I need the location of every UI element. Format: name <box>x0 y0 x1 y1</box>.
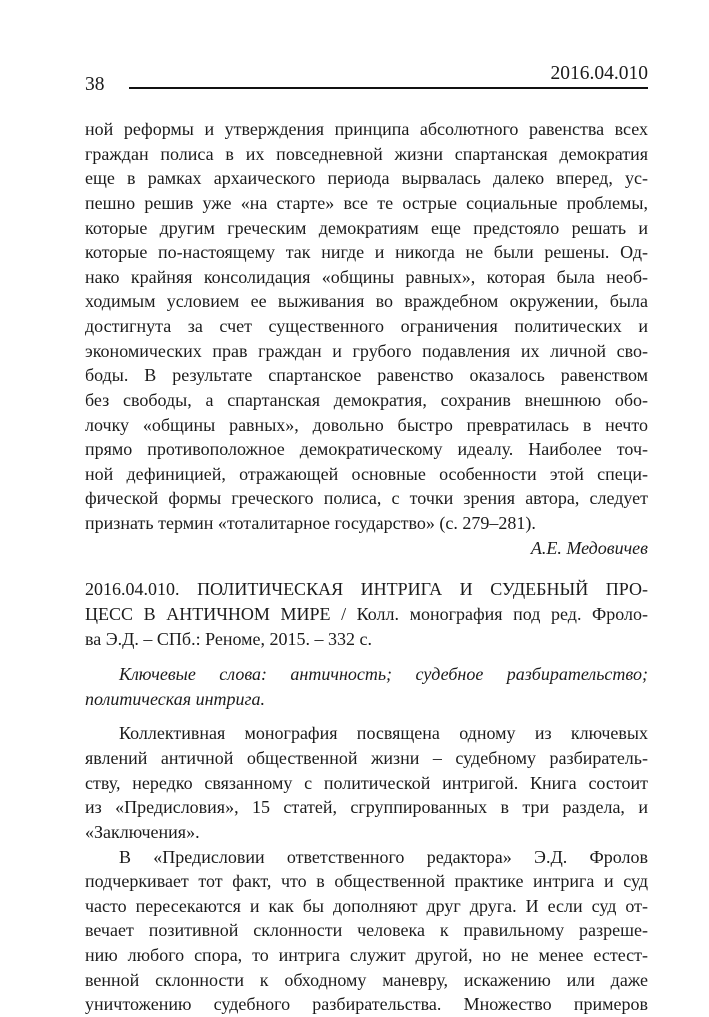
text-line: В «Предисловии ответственного редактора» Э.Д. Фролов <box>119 846 648 867</box>
text-line: вечает позитивной склонности человека к правильному разреше- <box>85 920 648 941</box>
header-code: 2016.04.010 <box>550 63 648 84</box>
entry-heading <box>85 577 648 651</box>
body-paragraph <box>85 845 648 1017</box>
text-line: нако крайняя консолидация «общины равных», которая была необ- <box>85 266 648 287</box>
text-line: фической формы греческого полиса, с точки зрения автора, следует <box>85 488 648 509</box>
text-line: лочку «общины равных», довольно быстро превратилась в нечто <box>85 414 648 435</box>
body-paragraph <box>85 721 648 844</box>
header-rule <box>129 63 649 89</box>
page-number: 38 <box>85 74 105 95</box>
text-line: без свободы, а спартанская демократия, сохранив внешнюю обо- <box>85 389 648 410</box>
text-line: явлений античной общественной жизни – судебному разбиратель- <box>85 748 648 768</box>
text-line: из «Предисловия», 15 статей, сгруппированных в три раздела, и <box>85 797 648 818</box>
text-line: 2016.04.010. ПОЛИТИЧЕСКАЯ ИНТРИГА И СУДЕБНЫЙ ПРО- <box>85 579 648 600</box>
text-line: подчеркивает тот факт, что в общественной практике интрига и суд <box>85 871 648 892</box>
text-line: признать термин «тоталитарное государство» (с. 279–281). <box>85 513 536 533</box>
text-line: «Заключения». <box>85 821 200 842</box>
text-line: боды. В результате спартанское равенство оказалось равенством <box>85 365 648 386</box>
text-line: прямо противоположное демократическому идеалу. Наиболее точ- <box>85 439 648 460</box>
keywords-paragraph <box>85 662 648 711</box>
text-line: граждан полиса в их повседневной жизни спартанская демократия <box>85 143 648 164</box>
text-line: нию любого спора, то интрига служит другой, но не менее естест- <box>85 945 648 965</box>
text-line: которые другим греческим демократиям еще предстояло решать и <box>85 217 648 238</box>
text-line: экономических прав граждан и грубого подавления их личной сво- <box>85 340 648 361</box>
text-line: ной дефиницией, отражающей основные особенности этой специ- <box>85 463 648 484</box>
text-line: ЦЕСС В АНТИЧНОМ МИРЕ / Колл. монография под ред. Фроло- <box>85 603 648 624</box>
text-line: пешно решив уже «на старте» все те острые социальные проблемы, <box>85 192 648 213</box>
text-line: Коллективная монография посвящена одному из ключевых <box>119 723 648 744</box>
text-line: ва Э.Д. – СПб.: Реноме, 2015. – 332 с. <box>85 628 372 649</box>
page-header <box>85 0 648 95</box>
text-line: ходимым условием ее выживания во враждебном окружении, была <box>85 291 648 312</box>
text-line: уничтожению судебного разбирательства. Множество примеров <box>85 994 648 1015</box>
text-line: еще в рамках архаического периода вырвалась далеко вперед, ус- <box>85 168 648 189</box>
text-line: ной реформы и утверждения принципа абсолютного равенства всех <box>85 119 648 139</box>
text-line: ству, нередко связанному с политической интригой. Книга состоит <box>85 772 648 793</box>
abstract-continuation-paragraph <box>85 117 648 536</box>
text-line: венной склонности к обходному маневру, искажению или даже <box>85 969 648 990</box>
author-signature: А.Е. Медовичев <box>530 537 648 558</box>
text-line: Ключевые слова: античность; судебное разбирательство; <box>119 664 648 685</box>
text-line: политическая интрига. <box>85 688 266 709</box>
text-line: достигнута за счет существенного ограничения политических и <box>85 316 648 336</box>
text-line: часто пересекаются и как бы дополняют друг друга. И если суд от- <box>85 895 648 916</box>
text-line: которые по-настоящему так нигде и никогда не были решены. Од- <box>85 242 648 263</box>
